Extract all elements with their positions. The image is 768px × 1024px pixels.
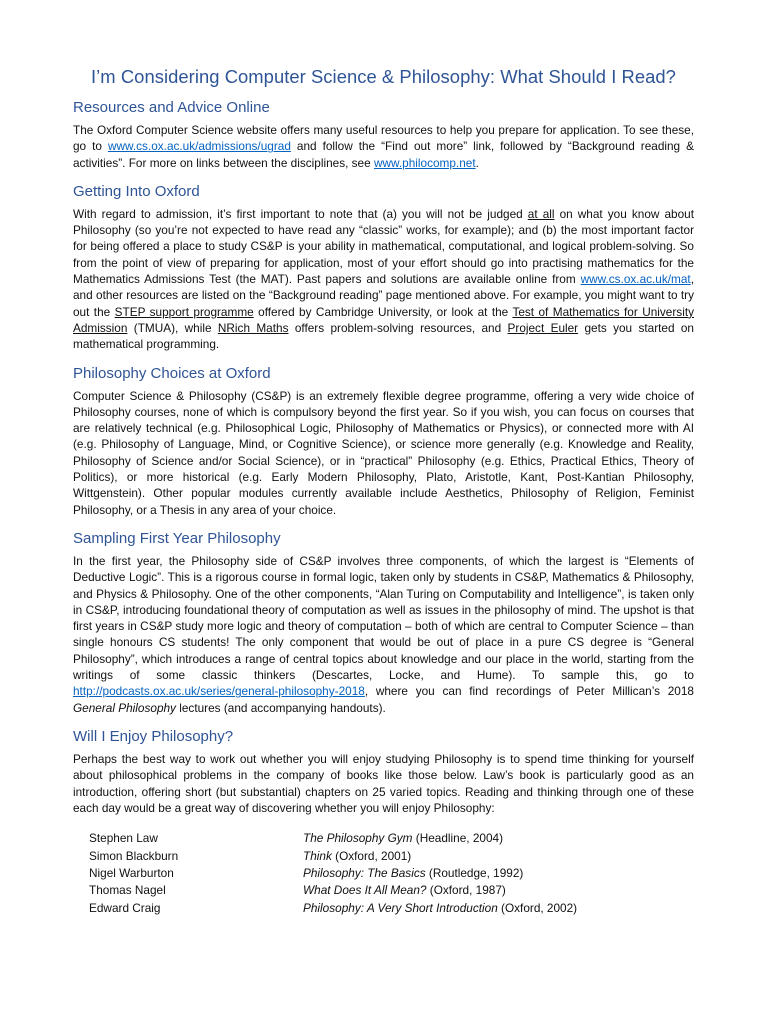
body-text: With regard to admission, it’s first important to note that (a) you will not be judged xyxy=(73,206,528,221)
book-info: (Oxford, 2001) xyxy=(331,848,412,863)
section-body: Computer Science & Philosophy (CS&P) is an extremely flexible degree programme, offering a very wide choice of Philosophy courses, none of which is compulsory beyond the first year. So if you wish, you can focus on courses that are relatively technical (e.g. Philosophical Logic, Philosophy of Mathematics or Physics), or connected more with AI (e.g. Philosophy of Language, Mind, or Cognitive Science), or science more generally (e.g. Knowledge and Reality, Philosophy of Science and/or Social Science), or in “practical” Philosophy (e.g. Ethics, Practical Ethics, Theory of Politics), or more historical (e.g. Early Modern Philosophy, Plato, Aristotle, Kant, Post-Kantian Philosophy, Wittgenstein). Other popular modules currently available include Aesthetics, Philosophy of Religion, Feminist Philosophy, or a Thesis in any area of your choice. xyxy=(73,388,694,517)
body-text: on what you know about Philosophy (so you’re not expected to have read any “classic” works, for example); and (b) the most important factor for being offered a place to study CS&P is your ability in mathematical, computational, and logical problem-solving. So from the point of view of preparing for application, most of your effort should go into practising mathematics for the Mathematics Admissions Test (the MAT). Past papers and solutions are available online from xyxy=(73,206,695,287)
book-author: Simon Blackburn xyxy=(89,848,179,863)
body-text: gets you started on mathematical programming. xyxy=(73,320,694,352)
section-heading: Philosophy Choices at Oxford xyxy=(73,364,271,382)
book-row xyxy=(89,848,694,865)
section-heading: Sampling First Year Philosophy xyxy=(73,529,281,547)
emphasis-underline: at all xyxy=(527,206,555,221)
step-support-link[interactable]: STEP support programme xyxy=(114,304,254,319)
cs-admissions-link[interactable]: www.cs.ox.ac.uk/admissions/ugrad xyxy=(107,139,291,154)
book-title: Philosophy: The Basics xyxy=(303,865,426,880)
philocomp-link[interactable]: www.philocomp.net xyxy=(373,155,476,170)
body-text: In the first year, the Philosophy side of CS&P involves three components, of which the largest is “Elements of Deductive Logic”. This is a rigorous course in formal logic, taken only by students in CS&P, Mathematics & Philosophy, and Physics & Philosophy. One of the other components, “Alan Turing on Computability and Intelligence”, is taken only in CS&P, introducing foundational theory of computation as well as issues in the philosophy of mind. The upshot is that first years in CS&P study more logic and theory of computation – both of which are central to Computer Science – than single honours CS students! The only component that would be out of place in a pure CS degree is “General Philosophy”, which introduces a range of central topics about knowledge and our place in the world, starting from the writings of some classic thinkers (Descartes, Locke, and Hume). To sample this, go to xyxy=(73,553,694,683)
body-text: offers problem-solving resources, and xyxy=(288,320,508,335)
section-heading: Getting Into Oxford xyxy=(73,182,200,200)
section-sampling-first-year xyxy=(73,529,694,716)
tmua-link[interactable]: Test of Mathematics for University Admission xyxy=(73,304,694,335)
book-author: Thomas Nagel xyxy=(89,883,166,898)
nrich-maths-link[interactable]: NRich Maths xyxy=(217,320,289,335)
section-body xyxy=(73,553,694,716)
book-list xyxy=(89,830,694,917)
book-title: What Does It All Mean? xyxy=(303,883,427,898)
book-author: Nigel Warburton xyxy=(89,865,174,880)
section-heading: Resources and Advice Online xyxy=(73,99,270,116)
section-body: Perhaps the best way to work out whether you will enjoy studying Philosophy is to spend time thinking for yourself about philosophical problems in the company of books like those below. Law’s book is particularly good as an introduction, offering short (but substantial) chapters on 25 varied topics. Reading and thinking through one of these each day would be a great way of discovering whether you will enjoy Philosophy: xyxy=(73,751,694,815)
page-title: I’m Considering Computer Science & Philosophy: What Should I Read? xyxy=(91,66,676,87)
book-info: (Oxford, 2002) xyxy=(497,900,578,915)
section-philosophy-choices xyxy=(73,364,694,518)
body-text: offered by Cambridge University, or look at the xyxy=(253,304,513,319)
podcast-link[interactable]: http://podcasts.ox.ac.uk/series/general-philosophy-2018 xyxy=(73,684,365,699)
book-author: Edward Craig xyxy=(89,900,161,915)
body-text: and follow the “Find out more” link, followed by “Background reading & activities”. For more on links between the disciplines, see xyxy=(73,139,694,170)
book-row xyxy=(89,900,694,917)
book-info: (Routledge, 1992) xyxy=(425,865,524,880)
book-info: (Headline, 2004) xyxy=(412,831,503,846)
book-row xyxy=(89,882,694,899)
body-text: lectures (and accompanying handouts). xyxy=(175,700,386,715)
section-body xyxy=(73,206,694,353)
section-enjoy-philosophy xyxy=(73,727,694,816)
body-text: (TMUA), while xyxy=(127,320,218,335)
book-row xyxy=(89,865,694,882)
mat-link[interactable]: www.cs.ox.ac.uk/mat xyxy=(580,272,691,287)
project-euler-link[interactable]: Project Euler xyxy=(507,320,579,335)
book-author: Stephen Law xyxy=(89,831,158,846)
section-resources xyxy=(73,98,694,171)
section-body xyxy=(73,122,694,171)
book-title: The Philosophy Gym xyxy=(303,831,413,846)
body-text: , where you can find recordings of Peter Millican’s 2018 xyxy=(364,684,694,699)
body-text: , and other resources are listed on the “Background reading” page mentioned above. For example, you might want to try out the xyxy=(73,272,694,319)
book-row xyxy=(89,830,694,847)
book-title: Philosophy: A Very Short Introduction xyxy=(303,900,498,915)
section-getting-into-oxford xyxy=(73,182,694,353)
body-text: The Oxford Computer Science website offers many useful resources to help you prepare for application. To see these, go to xyxy=(73,123,694,154)
body-text: . xyxy=(475,155,479,170)
book-title: Think xyxy=(303,848,332,863)
lecture-title: General Philosophy xyxy=(73,700,176,715)
book-info: (Oxford, 1987) xyxy=(426,883,506,898)
section-heading: Will I Enjoy Philosophy? xyxy=(73,727,234,745)
